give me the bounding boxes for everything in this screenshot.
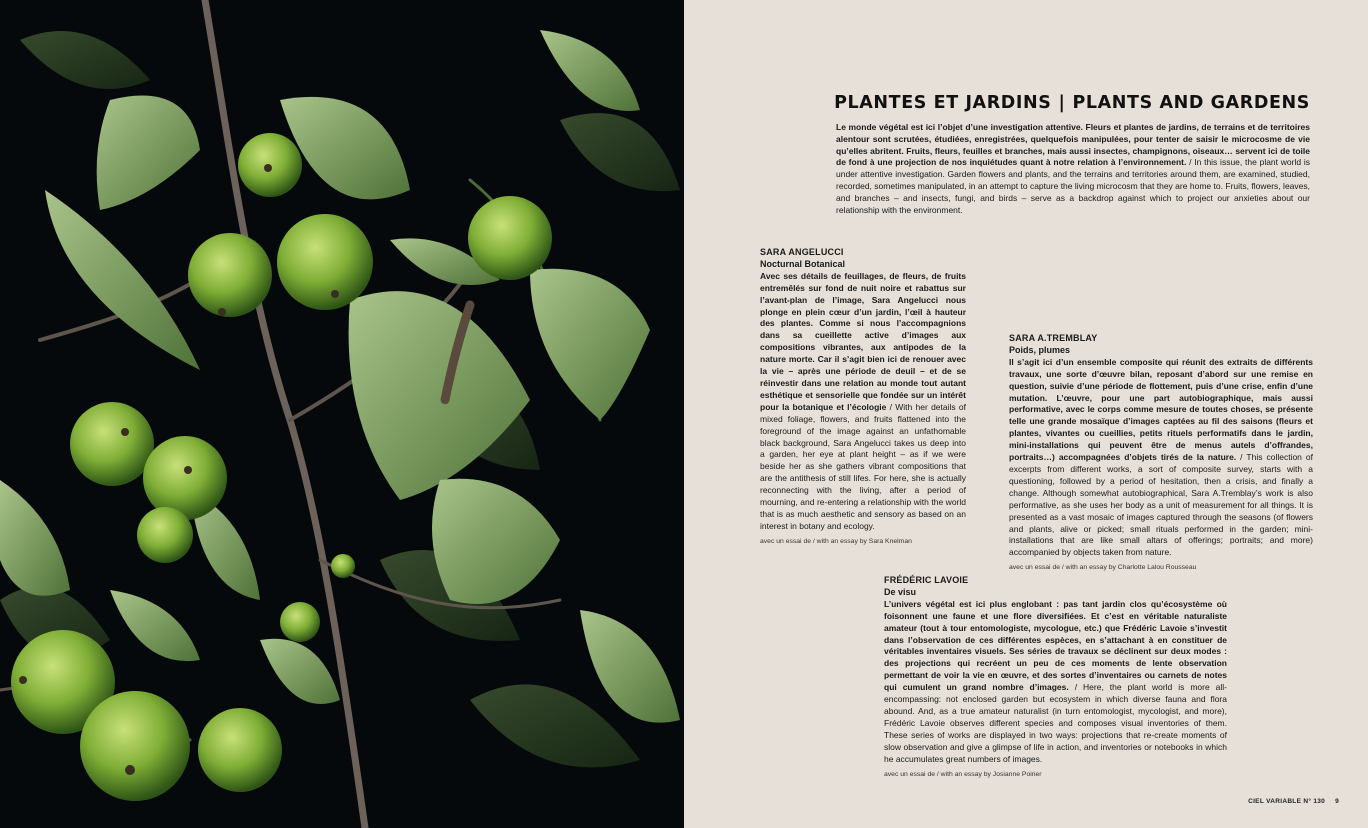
magazine-issue: CIEL VARIABLE N° 130	[1248, 798, 1326, 805]
heading-separator: |	[1058, 93, 1066, 113]
entry-text-french: L’univers végétal est ici plus englobant : pas tant jardin clos qu’écosystème où foisonnent une faune et une flore diversifiées. Et c’est en véritable naturaliste amateur (tout à tour entomologiste, mycologue, etc.) que Frédéric Lavoie s’investit dans l’observation de ces différentes espèces, en s’attachant à en constituer de véritables inventaires visuels. Ses séries de travaux se déclinent sur deux modes : des projections qui recréent un peu de ces moments de lente observation permettant de voir la vie en œuvre, et des sortes d’inventaires ou carnets de notes qui cumulent un grand nombre d’images.	[884, 598, 1227, 693]
entry-text-english: / Here, the plant world is more all-encompassing: not enclosed garden but ecosystem in which diverse fauna and flora abound. And, as a true amateur naturalist (in turn entomologist, mycologist, and more), Frédéric Lavoie observes different species and composes visual inventories of them. These series of works are displayed in two ways: projections that re-create moments of slow observation and give a glimpse of life in action, and inventories or notebooks in which he accumulates great numbers of images.	[884, 682, 1227, 764]
artist-name: SARA A.TREMBLAY	[1009, 333, 1098, 343]
heading-english: PLANTS AND GARDENS	[1072, 93, 1310, 113]
entry-text-english: / This collection of excerpts from different works, a sort of composite survey, starts with a questioning, followed by a period of hesitation, then a crisis, and finally a change. Although somewhat autobiographical, Sara A.Tremblay’s work is also performative, as she uses her body as a unit of measurement for all things. It is presented as a vast mosaic of images captured through the seasons (of flowers and plants, alive or picked; small rituals performed in the garden; mini-installations that are like small altars of offerings; portraits; and more) accompanied by objects taken from nature.	[1009, 452, 1313, 558]
entry-lavoie	[884, 575, 1227, 780]
entry-text-english: / With her details of mixed foliage, flowers, and fruits flattened into the foreground of the image against an unfathomable black background, Sara Angelucci takes us deep into a garden, her eye at plant height – as if we were beside her as she gathers vibrant compositions that are the antithesis of still lifes. For here, she is actually reconnecting with the living, after a period of mourning, and re-entering a relationship with the world that is as much aesthetic and sensory as based on an interest in botany and ecology.	[760, 401, 966, 531]
entry-text	[1009, 357, 1313, 559]
artist-name: FRÉDÉRIC LAVOIE	[884, 575, 969, 585]
essay-credit: avec un essai de / with an essay by Sara Knelman	[760, 537, 912, 545]
entry-tremblay	[1009, 333, 1313, 574]
artist-name: SARA ANGELUCCI	[760, 247, 844, 257]
essay-credit: avec un essai de / with an essay by Josianne Poirier	[884, 770, 1042, 778]
entry-text-french: Avec ses détails de feuillages, de fleurs, de fruits entremêlés sur fond de nuit noire et rabattus sur l’avant-plan de l’image, Sara Angelucci nous plonge en plein cœur d’un jardin, l’œil à hauteur des plantes. Comme si nous l’accompagnions dans sa cueillette active d’images aux compositions vibrantes, aux antipodes de la nature morte. Car il s’agit bien ici de renouer avec la vie – après une période de deuil – et de se réinvestir dans une relation au monde tout autant esthétique et sensorielle que fondée sur un intérêt pour la botanique et l’écologie	[760, 270, 966, 412]
page-number: 9	[1335, 798, 1339, 805]
section-heading	[834, 93, 1310, 113]
entry-text	[760, 271, 966, 533]
page-folio	[1248, 798, 1339, 805]
intro-paragraph	[836, 122, 1310, 216]
work-title: Nocturnal Botanical	[760, 258, 846, 269]
heading-french: PLANTES ET JARDINS	[834, 93, 1052, 113]
work-title: Poids, plumes	[1009, 344, 1071, 355]
work-title: De visu	[884, 586, 917, 597]
intro-english: / In this issue, the plant world is under attentive investigation. Garden flowers and plants, and the terrains and territories around them, are examined, studied, recorded, sometimes manipulated, in an attempt to capture the living microcosm that they are home to. Fruits, flowers, leaves, and branches – and insects, fungi, and birds – serve as a backdrop against which to project our anxieties about our relationship with the environment.	[836, 157, 1310, 215]
entry-text	[884, 599, 1227, 766]
entry-angelucci	[760, 247, 966, 548]
entry-text-french: Il s’agit ici d’un ensemble composite qui réunit des extraits de différents travaux, une sorte d’œuvre bilan, reposant d’abord sur une remise en question, suivie d’une période de flottement, puis d’une crise, enfin d’une mutation. L’œuvre, pour une part autobiographique, mais aussi performative, avec le corps comme mesure de toutes choses, se présente telle une grande mosaïque d’images captées au fil des saisons (fleurs et plantes, vivantes ou cueillies, petits rituels performatifs dans le jardin, mini-installations qui peuvent être de menus autels d’offrandes, portraits…) accompagnées d’objets tirés de la nature.	[1009, 356, 1313, 463]
intro-french: Le monde végétal est ici l’objet d’une investigation attentive. Fleurs et plantes de jardins, de terrains et de territoires alentour sont scrutées, étudiées, enregistrées, quelquefois manipulées, pour tenter de saisir le microcosme de vie qu’elles abritent. Fruits, fleurs, feuilles et branches, mais aussi insectes, champignons, oiseaux… servent ici de toile de fond à une projection de nos inquiétudes quant à notre relation à l’environnement.	[836, 122, 1310, 168]
text-page	[684, 0, 1368, 828]
essay-credit: avec un essai de / with an essay by Charlotte Lalou Rousseau	[1009, 564, 1197, 572]
